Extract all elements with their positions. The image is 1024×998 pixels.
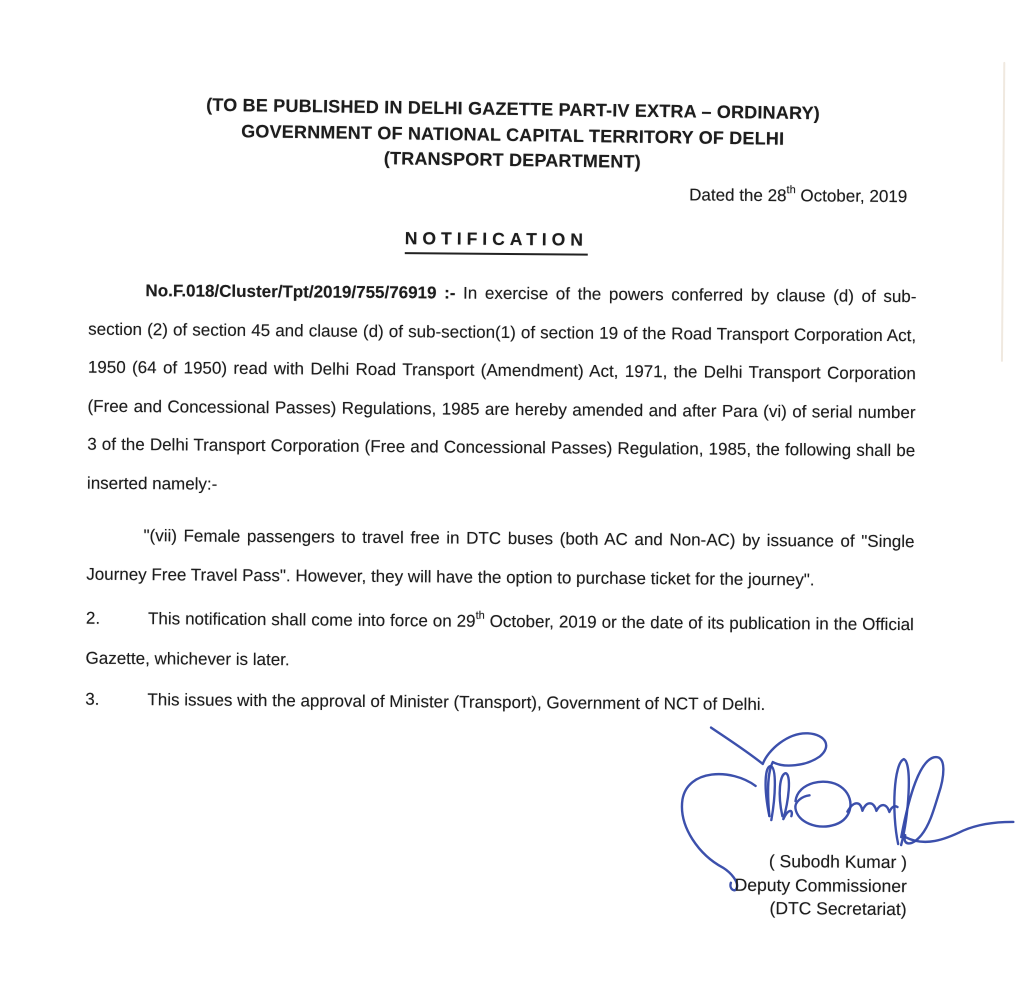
header-line-publication: (TO BE PUBLISHED IN DELHI GAZETTE PART-IV EXTRA – ORDINARY) [206, 94, 821, 124]
item-3-number: 3. [85, 689, 100, 709]
signature-block [734, 850, 907, 922]
title-row [2, 225, 986, 259]
paragraph-clause-vii: "(vii) Female passengers to travel free in DTC buses (both AC and Non-AC) by issuance of "Single Journey Free Travel Pass". However, they will have the option to purchase ticket for the journey". [86, 526, 915, 589]
paragraph-item-2 [85, 599, 914, 685]
header-line-government: GOVERNMENT OF NATIONAL CAPITAL TERRITORY OF DELHI [241, 120, 785, 149]
item-3-text: This issues with the approval of Minister (Transport), Government of NCT of Delhi. [147, 690, 766, 714]
signatory-name: ( Subodh Kumar ) [768, 851, 908, 873]
header-line-department: (TRANSPORT DEPARTMENT) [383, 148, 642, 172]
paragraph-preamble [87, 272, 917, 510]
item-2-number: 2. [85, 608, 101, 628]
signatory-department: (DTC Secretariat) [769, 898, 907, 920]
date-line [689, 185, 907, 207]
date-prefix: Dated the 28 [689, 185, 787, 206]
date-ordinal-superscript: th [786, 184, 796, 197]
item-2-text-suffix: October, 2019 or the date of its publication in the Official Gazette, whichever is later. [85, 611, 914, 669]
notification-title: NOTIFICATION [405, 228, 588, 255]
file-reference-number: No.F.018/Cluster/Tpt/2019/755/76919 :- [145, 281, 456, 303]
signatory-title: Deputy Commissioner [734, 874, 907, 896]
item-2-ordinal-superscript: th [475, 610, 485, 623]
date-suffix: October, 2019 [795, 186, 908, 207]
preamble-text: In exercise of the powers conferred by clause (d) of sub-section (2) of section 45 and clause (d) of sub-section(1) of section 19 of the Road Transport Corporation Act, 1950 (64 of 1950) read with Delhi Road Transport (Amendment) Act, 1971, the Delhi Transport Corporation (Free and Concessional Passes) Regulations, 1985 are hereby amended and after Para (vi) of serial number 3 of the Delhi Transport Corporation (Free and Concessional Passes) Regulation, 1985, the following shall be inserted namely:- [86, 283, 917, 494]
item-2-text-prefix: This notification shall come into force on 29 [148, 609, 476, 631]
document-header [2, 90, 1023, 181]
